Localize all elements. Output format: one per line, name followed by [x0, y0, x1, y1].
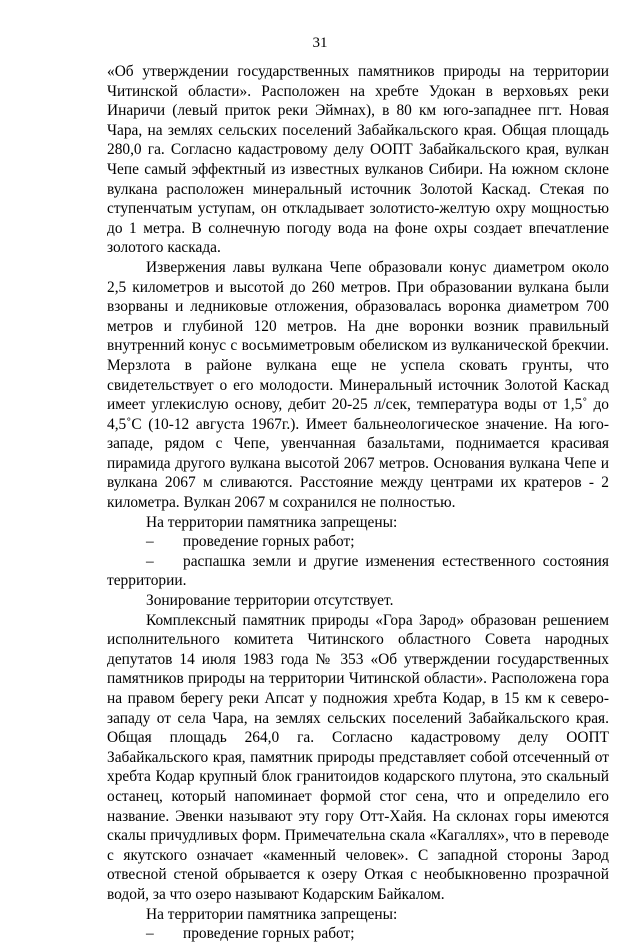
- list-item: [107, 552, 609, 591]
- list-dash: –: [146, 533, 154, 551]
- list-dash: –: [146, 925, 154, 943]
- paragraph-chepe-description: «Об утверждении государственных памятников природы на территории Читинской области». Расположен на хребте Удокан в верховьях реки Инаричи (левый приток реки Эймнах), в 80 км юго-западнее пгт. Новая Чара, на землях сельских поселений Забайкальского края. Общая площадь 280,0 га. Согласно кадастровому делу ООПТ Забайкальского края, вулкан Чепе самый эффектный из известных вулканов Сибири. На южном склоне вулкана расположен минеральный источник Золотой Каскад. Стекая по ступенчатым уступам, он откладывает золотисто-желтую охру мощностью до 1 метра. В солнечную погоду вода на фоне охры создает впечатление золотого каскада.: [107, 63, 609, 257]
- paragraph-zoning: Зонирование территории отсутствует.: [146, 592, 394, 610]
- list-item-text: проведение горных работ;: [183, 533, 355, 551]
- list-dash: –: [146, 552, 154, 570]
- list-item: [107, 532, 609, 552]
- document-body: [107, 62, 609, 944]
- page-number: 31: [312, 35, 328, 51]
- list-item-text: распашка земли и другие изменения естественного состояния территории.: [107, 552, 609, 590]
- paragraph-chepe-eruption: Извержения лавы вулкана Чепе образовали конус диаметром около 2,5 километров и высотой до 260 метров. При образовании вулкана были взорваны и ледниковые отложения, образовалась воронка диаметром 700 метров и глубиной 120 метров. На дне воронки возник правильный внутренний конус с восьмиметровым обелиском из вулканической брекчии. Мерзлота в районе вулкана еще не успела сковать грунты, что свидетельствует о его молодости. Минеральный источник Золотой Каскад имеет углекислую основу, дебит 20-25 л/сек, температура воды от 1,5˚ до 4,5˚С (10-12 августа 1967г.). Имеет бальнеологическое значение. На юго-западе, рядом с Чепе, увенчанная базальтами, поднимается красивая пирамида другого вулкана высотой 2067 метров. Основания вулкана Чепе и вулкана 2067 м сливаются. Расстояние между центрами их кратеров - 2 километра. Вулкан 2067 м сохранился не полностью.: [107, 258, 609, 512]
- list-item-text: проведение горных работ;: [183, 925, 355, 943]
- paragraph-prohibitions-heading-2: На территории памятника запрещены:: [146, 905, 398, 923]
- list-item: [107, 924, 609, 944]
- paragraph-zarod-description: Комплексный памятник природы «Гора Зарод» образован решением исполнительного комитета Читинского областного Совета народных депутатов 14 июля 1983 года № 353 «Об утверждении государственных памятников природы на территории Читинской области». Расположена гора на правом берегу реки Апсат у подножия хребта Кодар, в 15 км к северо-западу от села Чара, на землях сельских поселений Забайкальского края. Общая площадь 264,0 га. Согласно кадастровому делу ООПТ Забайкальского края, памятник природы представляет собой отсеченный от хребта Кодар крупный блок гранитоидов кодарского плутона, это скальный останец, который напоминает формой стог сена, что и определило его название. Эвенки называют эту гору Отт-Хайя. На склонах горы имеются скалы причудливых форм. Примечательна скала «Кагаллях», что в переводе с якутского означает «каменный человек». С западной стороны Зарод отвесной стеной обрывается к озеру Откая с необыкновенно прозрачной водой, за что озеро называют Кодарским Байкалом.: [107, 611, 609, 903]
- paragraph-prohibitions-heading: На территории памятника запрещены:: [146, 513, 398, 531]
